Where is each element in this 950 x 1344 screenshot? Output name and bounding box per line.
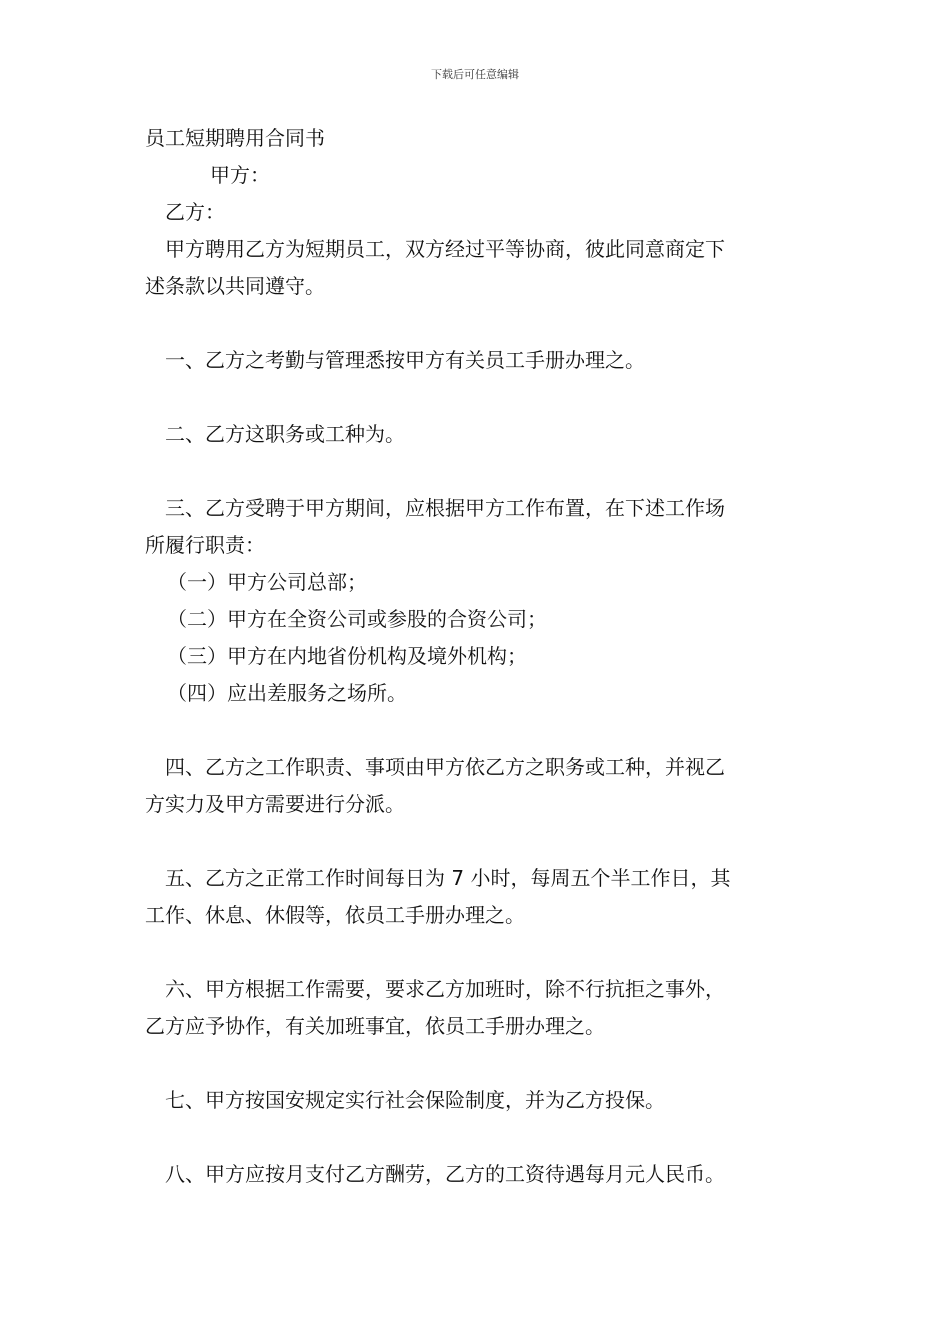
- clause-3-item-1: （一）甲方公司总部；: [167, 570, 367, 594]
- clause-3-line-2: 所履行职责：: [145, 533, 265, 557]
- document-title: 员工短期聘用合同书: [145, 126, 325, 150]
- clause-5-line-2: 工作、休息、休假等，依员工手册办理之。: [145, 903, 525, 927]
- clause-4: [145, 749, 810, 823]
- page-header-note: 下载后可任意编辑: [431, 68, 519, 81]
- clause-3-line-1: 三、乙方受聘于甲方期间，应根据甲方工作布置，在下述工作场: [165, 496, 725, 520]
- document-body: [145, 120, 810, 1193]
- clause-5-line-1: 五、乙方之正常工作时间每日为 7 小时，每周五个半工作日，其: [165, 866, 731, 890]
- party-a-label: 甲方：: [210, 163, 270, 187]
- clause-3-item-3: （三）甲方在内地省份机构及境外机构；: [167, 644, 527, 668]
- clause-6-line-1: 六、甲方根据工作需要，要求乙方加班时，除不行抗拒之事外，: [165, 977, 725, 1001]
- intro-line-1: 甲方聘用乙方为短期员工，双方经过平等协商，彼此同意商定下: [165, 237, 725, 261]
- clause-3: [145, 490, 810, 712]
- clause-2: 二、乙方这职务或工种为。: [165, 422, 405, 446]
- clause-4-line-2: 方实力及甲方需要进行分派。: [145, 792, 405, 816]
- clause-8: 八、甲方应按月支付乙方酬劳，乙方的工资待遇每月元人民币。: [165, 1162, 725, 1186]
- clause-5: [145, 860, 810, 934]
- clause-3-item-2: （二）甲方在全资公司或参股的合资公司；: [167, 607, 547, 631]
- clause-4-line-1: 四、乙方之工作职责、事项由甲方依乙方之职务或工种，并视乙: [165, 755, 725, 779]
- clause-6: [145, 971, 810, 1045]
- clause-1: 一、乙方之考勤与管理悉按甲方有关员工手册办理之。: [165, 348, 645, 372]
- clause-7: 七、甲方按国安规定实行社会保险制度，并为乙方投保。: [165, 1088, 665, 1112]
- intro-line-2: 述条款以共同遵守。: [145, 274, 325, 298]
- clause-6-line-2: 乙方应予协作，有关加班事宜，依员工手册办理之。: [145, 1014, 605, 1038]
- intro-paragraph: [145, 231, 810, 305]
- party-b-label: 乙方：: [165, 200, 225, 224]
- clause-3-item-4: （四）应出差服务之场所。: [167, 681, 407, 705]
